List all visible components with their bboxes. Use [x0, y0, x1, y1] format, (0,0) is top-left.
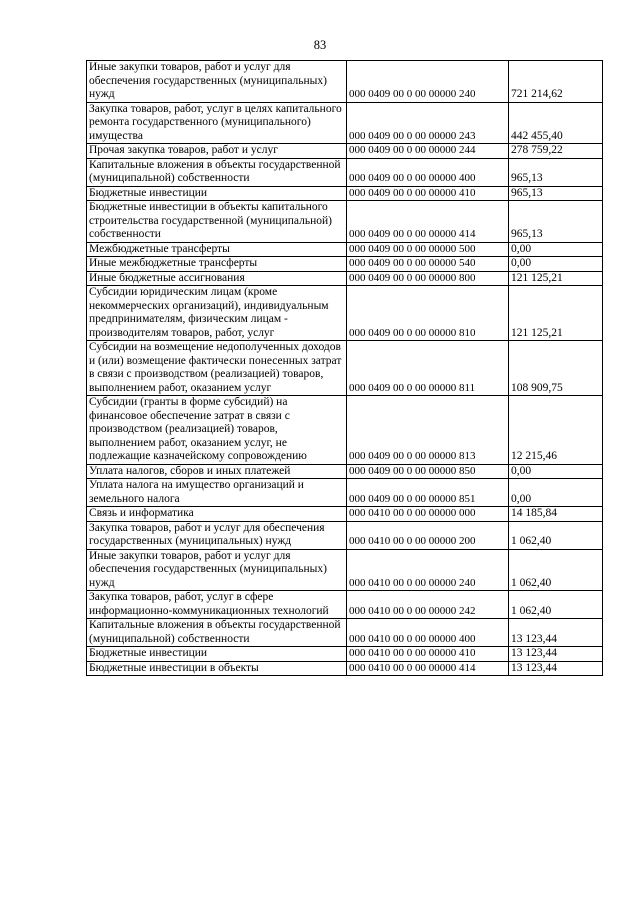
row-code: 000 0410 00 0 00 00000 000: [347, 507, 509, 522]
row-code: 000 0409 00 0 00 00000 850: [347, 464, 509, 479]
row-name: Бюджетные инвестиции: [87, 647, 347, 662]
row-code: 000 0409 00 0 00 00000 240: [347, 61, 509, 103]
row-name: Субсидии на возмещение недополученных доходов и (или) возмещение фактически понесенных затрат в связи с производством (реализацией) товаров, выполнением работ, оказанием услуг: [87, 341, 347, 396]
row-name: Бюджетные инвестиции: [87, 186, 347, 201]
row-amount: 1 062,40: [509, 591, 603, 619]
row-code: 000 0409 00 0 00 00000 813: [347, 396, 509, 465]
table-row: [87, 144, 603, 159]
table-row: [87, 186, 603, 201]
table-row: [87, 102, 603, 144]
row-amount: 108 909,75: [509, 341, 603, 396]
table-row: [87, 61, 603, 103]
row-amount: 13 123,44: [509, 661, 603, 676]
row-amount: 0,00: [509, 464, 603, 479]
row-amount: 12 215,46: [509, 396, 603, 465]
table-row: [87, 464, 603, 479]
row-name: Капитальные вложения в объекты государственной (муниципальной) собственности: [87, 158, 347, 186]
row-amount: 13 123,44: [509, 619, 603, 647]
table-row: [87, 257, 603, 272]
row-code: 000 0410 00 0 00 00000 410: [347, 647, 509, 662]
table-row: [87, 479, 603, 507]
table-row: [87, 647, 603, 662]
row-code: 000 0409 00 0 00 00000 414: [347, 201, 509, 243]
table-row: [87, 521, 603, 549]
budget-table: [86, 60, 603, 676]
row-amount: 121 125,21: [509, 271, 603, 286]
row-amount: 0,00: [509, 257, 603, 272]
row-name: Связь и информатика: [87, 507, 347, 522]
row-name: Закупка товаров, работ, услуг в сфере информационно-коммуникационных технологий: [87, 591, 347, 619]
row-code: 000 0409 00 0 00 00000 851: [347, 479, 509, 507]
row-amount: 965,13: [509, 186, 603, 201]
row-name: Бюджетные инвестиции в объекты: [87, 661, 347, 676]
table-row: [87, 341, 603, 396]
row-code: 000 0409 00 0 00 00000 400: [347, 158, 509, 186]
row-amount: 14 185,84: [509, 507, 603, 522]
row-code: 000 0410 00 0 00 00000 400: [347, 619, 509, 647]
table-row: [87, 286, 603, 341]
row-code: 000 0409 00 0 00 00000 810: [347, 286, 509, 341]
row-amount: 13 123,44: [509, 647, 603, 662]
row-code: 000 0409 00 0 00 00000 410: [347, 186, 509, 201]
row-amount: 442 455,40: [509, 102, 603, 144]
row-amount: 121 125,21: [509, 286, 603, 341]
row-code: 000 0409 00 0 00 00000 540: [347, 257, 509, 272]
table-row: [87, 619, 603, 647]
row-name: Субсидии (гранты в форме субсидий) на финансовое обеспечение затрат в связи с производством (реализацией) товаров, выполнением работ, оказанием услуг, не подлежащие казначейскому сопровождению: [87, 396, 347, 465]
table-row: [87, 396, 603, 465]
row-code: 000 0409 00 0 00 00000 243: [347, 102, 509, 144]
row-name: Иные межбюджетные трансферты: [87, 257, 347, 272]
row-amount: 1 062,40: [509, 549, 603, 591]
row-amount: 278 759,22: [509, 144, 603, 159]
row-name: Иные закупки товаров, работ и услуг для обеспечения государственных (муниципальных) нужд: [87, 61, 347, 103]
table-row: [87, 591, 603, 619]
row-name: Капитальные вложения в объекты государственной (муниципальной) собственности: [87, 619, 347, 647]
row-name: Бюджетные инвестиции в объекты капитального строительства государственной (муниципальной) собственности: [87, 201, 347, 243]
row-name: Уплата налогов, сборов и иных платежей: [87, 464, 347, 479]
row-name: Закупка товаров, работ, услуг в целях капитального ремонта государственного (муниципального) имущества: [87, 102, 347, 144]
row-amount: 1 062,40: [509, 521, 603, 549]
row-code: 000 0409 00 0 00 00000 800: [347, 271, 509, 286]
row-amount: 965,13: [509, 201, 603, 243]
table-row: [87, 242, 603, 257]
table-row: [87, 271, 603, 286]
row-code: 000 0410 00 0 00 00000 240: [347, 549, 509, 591]
row-name: Межбюджетные трансферты: [87, 242, 347, 257]
row-amount: 965,13: [509, 158, 603, 186]
row-code: 000 0409 00 0 00 00000 500: [347, 242, 509, 257]
row-amount: 0,00: [509, 242, 603, 257]
table-row: [87, 549, 603, 591]
row-code: 000 0410 00 0 00 00000 414: [347, 661, 509, 676]
row-amount: 721 214,62: [509, 61, 603, 103]
row-code: 000 0409 00 0 00 00000 811: [347, 341, 509, 396]
table-row: [87, 201, 603, 243]
row-amount: 0,00: [509, 479, 603, 507]
row-name: Закупка товаров, работ и услуг для обеспечения государственных (муниципальных) нужд: [87, 521, 347, 549]
table-row: [87, 158, 603, 186]
page-number: 83: [313, 38, 327, 52]
row-code: 000 0409 00 0 00 00000 244: [347, 144, 509, 159]
row-code: 000 0410 00 0 00 00000 242: [347, 591, 509, 619]
row-name: Прочая закупка товаров, работ и услуг: [87, 144, 347, 159]
row-code: 000 0410 00 0 00 00000 200: [347, 521, 509, 549]
row-name: Уплата налога на имущество организаций и земельного налога: [87, 479, 347, 507]
table-row: [87, 507, 603, 522]
row-name: Иные закупки товаров, работ и услуг для обеспечения государственных (муниципальных) нужд: [87, 549, 347, 591]
row-name: Субсидии юридическим лицам (кроме некоммерческих организаций), индивидуальным предпринимателям, физическим лицам - производителям товаров, работ, услуг: [87, 286, 347, 341]
table-row: [87, 661, 603, 676]
row-name: Иные бюджетные ассигнования: [87, 271, 347, 286]
